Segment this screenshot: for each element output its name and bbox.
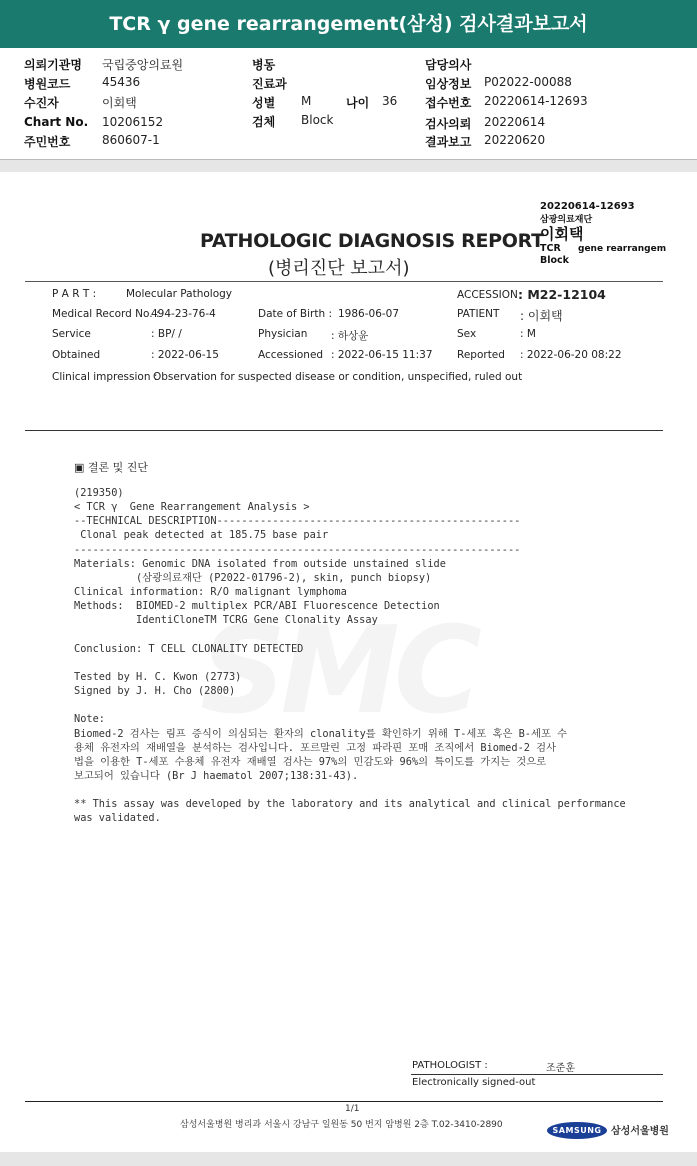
- report-body-line: < TCR γ Gene Rearrangement Analysis >: [74, 501, 310, 514]
- chart-no-label: Chart No.: [24, 115, 89, 129]
- clinical-impression-label: Clinical impression :: [52, 371, 158, 383]
- accession-label: ACCESSION: [457, 289, 518, 301]
- ordering-institution-value: 국립중앙의료원: [102, 58, 184, 72]
- resident-no-label: 주민번호: [24, 135, 71, 149]
- patient-label: 수진자: [24, 96, 59, 110]
- report-body-line: Clinical information: R/O malignant lymphoma: [74, 586, 347, 599]
- sex-value-2: : M: [520, 328, 536, 340]
- signature-rule: [411, 1074, 663, 1075]
- report-body-line: Biomed-2 검사는 림프 증식이 의심되는 환자의 clonality를 확인하기 위해 T-세포 혹은 B-세포 수: [74, 727, 568, 740]
- chart-no-value: 10206152: [102, 115, 164, 129]
- report-body-line: IdentiCloneTM TCRG Gene Clonality Assay: [74, 614, 378, 627]
- hospital-name: 삼성서울병원: [611, 1126, 669, 1137]
- age-value: 36: [382, 94, 398, 108]
- patient-value-2: : 이회택: [520, 309, 563, 323]
- part-value: Molecular Pathology: [126, 288, 233, 300]
- patient-value: 이회택: [102, 96, 137, 110]
- sex-label: 성별: [252, 96, 276, 110]
- doctor-label: 담당의사: [425, 58, 472, 72]
- accessioned-label: Accessioned: [258, 349, 324, 361]
- corner-specimen: Block: [540, 255, 569, 266]
- report-date-value: 20220620: [484, 133, 546, 147]
- sex-label-2: Sex: [457, 328, 477, 340]
- report-body-line: Materials: Genomic DNA isolated from outside unstained slide: [74, 557, 446, 570]
- clinical-impression-value: Observation for suspected disease or condition, unspecified, ruled out: [153, 371, 523, 383]
- page-number: 1/1: [345, 1104, 360, 1114]
- e-signed-note: Electronically signed-out: [412, 1077, 536, 1088]
- pathology-report-document: [0, 172, 697, 1166]
- header-rule: [25, 281, 663, 282]
- resident-no-value: 860607-1: [102, 133, 160, 147]
- obtained-value: : 2022-06-15: [151, 349, 219, 361]
- footer-address: 삼성서울병원 병리과 서울시 강남구 일원동 50 번지 암병원 2층 T.02-3410-2890: [180, 1120, 503, 1130]
- corner-test-1: TCR: [540, 243, 561, 254]
- page-title: TCR γ gene rearrangement(삼성) 검사결과보고서: [0, 0, 697, 48]
- service-label: Service: [52, 328, 91, 340]
- report-body-line: --TECHNICAL DESCRIPTION-------------------------------------------------: [74, 515, 521, 528]
- clinical-info-value: P02022-00088: [484, 75, 572, 89]
- conclusion-section-heading: ▣ 결론 및 진단: [74, 461, 149, 474]
- samsung-logo: SAMSUNG: [547, 1122, 607, 1139]
- corner-org: 삼광의료재단: [540, 215, 593, 225]
- hospital-code-value: 45436: [102, 75, 141, 89]
- report-body-line: Methods: BIOMED-2 multiplex PCR/ABI Fluorescence Detection: [74, 600, 440, 613]
- part-label: P A R T :: [52, 288, 97, 300]
- report-body-line: was validated.: [74, 812, 161, 825]
- report-body-line: (219350): [74, 487, 124, 499]
- request-info-panel: [0, 48, 697, 168]
- header-bottom-rule: [25, 430, 663, 431]
- mrn-value: 494-23-76-4: [151, 308, 216, 320]
- dob-value: 1986-06-07: [338, 308, 400, 320]
- receipt-no-value: 20220614-12693: [484, 94, 588, 108]
- corner-test-2: gene rearrangem: [578, 244, 667, 254]
- reported-value: : 2022-06-20 08:22: [520, 349, 622, 361]
- report-body-line: 법을 이용한 T-세포 수용체 유전자 재배열 검사는 97%의 민감도와 96%의 특이도를 가지는 것으로: [74, 755, 547, 768]
- obtained-label: Obtained: [52, 349, 101, 361]
- sex-value: M: [301, 94, 312, 108]
- pathologist-name: 조준훈: [546, 1063, 575, 1074]
- physician-value: : 하상윤: [331, 330, 369, 342]
- report-body-line: Clonal peak detected at 185.75 base pair: [74, 529, 329, 542]
- report-body-line: Signed by J. H. Cho (2800): [74, 685, 236, 698]
- service-value: : BP/ /: [151, 328, 182, 340]
- age-label: 나이: [346, 96, 370, 110]
- corner-accession: 20220614-12693: [540, 201, 635, 212]
- report-body-line: (삼광의료재단 (P2022-01796-2), skin, punch biopsy): [74, 571, 432, 584]
- mrn-label: Medical Record No. :: [52, 308, 160, 320]
- ward-label: 병동: [252, 58, 276, 72]
- hospital-code-label: 병원코드: [24, 77, 71, 91]
- ordering-institution-label: 의뢰기관명: [24, 58, 82, 72]
- patient-label-2: PATIENT: [457, 308, 500, 320]
- report-body-line: ** This assay was developed by the laboratory and its analytical and clinical performance: [74, 798, 626, 811]
- accessioned-value: : 2022-06-15 11:37: [331, 349, 433, 361]
- section-gap: [0, 160, 697, 172]
- report-body-line: Note:: [74, 713, 105, 726]
- receipt-no-label: 접수번호: [425, 96, 472, 110]
- report-body-line: Tested by H. C. Kwon (2773): [74, 670, 242, 683]
- report-body-line: 용체 유전자의 재배열을 분석하는 검사입니다. 포르말린 고정 파라핀 포매 조직에서 Biomed-2 검사: [74, 741, 557, 754]
- report-body-line: 보고되어 있습니다 (Br J haematol 2007;138:31-43).: [74, 770, 359, 782]
- corner-patient: 이회택: [540, 225, 584, 243]
- reported-label: Reported: [457, 349, 505, 361]
- report-heading: PATHOLOGIC DIAGNOSIS REPORT: [200, 230, 544, 252]
- specimen-value: Block: [301, 113, 334, 127]
- report-body-line: ------------------------------------------------------------------------: [74, 543, 521, 556]
- specimen-label: 검체: [252, 115, 276, 129]
- clinical-info-label: 임상정보: [425, 77, 472, 91]
- footer-rule: [25, 1101, 663, 1102]
- request-date-label: 검사의뢰: [425, 117, 472, 131]
- pathologist-label: PATHOLOGIST :: [412, 1060, 488, 1071]
- physician-label: Physician: [258, 328, 308, 340]
- request-date-value: 20220614: [484, 115, 546, 129]
- department-label: 진료과: [252, 77, 287, 91]
- report-subheading: (병리진단 보고서): [268, 258, 410, 279]
- dob-label: Date of Birth :: [258, 308, 332, 320]
- accession-value: : M22-12104: [518, 287, 606, 302]
- report-date-label: 결과보고: [425, 135, 472, 149]
- bottom-gap: [0, 1152, 697, 1166]
- report-body-line: Conclusion: T CELL CLONALITY DETECTED: [74, 642, 304, 655]
